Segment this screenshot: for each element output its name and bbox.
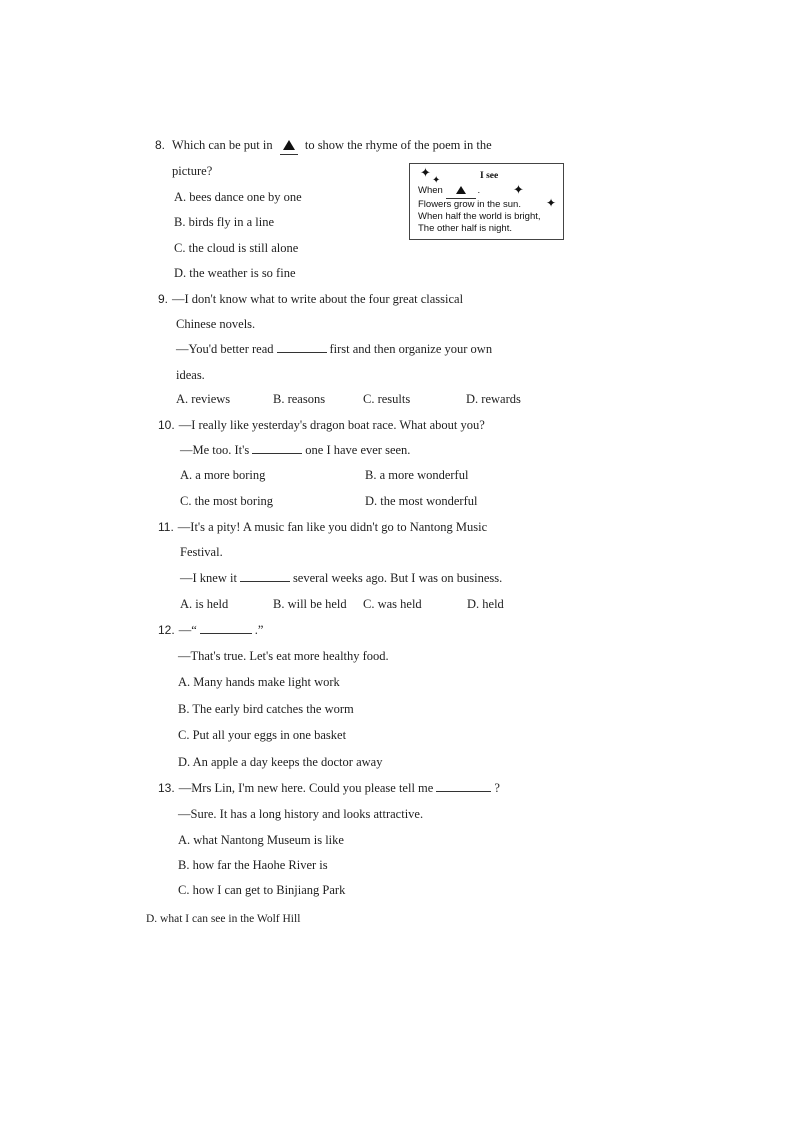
q12-option-d: D. An apple a day keeps the doctor away	[178, 755, 383, 769]
q10-line1: 10. —I really like yesterday's dragon boat race. What about you?	[158, 418, 485, 432]
q13-option-b: B. how far the Haohe River is	[178, 858, 328, 872]
q11-number: 11.	[158, 520, 174, 534]
q8-number: 8.	[155, 138, 166, 152]
q8-text-b: to show the rhyme of the poem in the	[304, 138, 492, 152]
q9-option-a: A. reviews	[176, 392, 231, 406]
poem-line4: The other half is night.	[418, 223, 512, 234]
q9-option-b: B. reasons	[273, 392, 326, 406]
poem-line3: When half the world is bright,	[418, 211, 541, 222]
poem-title: I see	[480, 171, 499, 181]
q13-line2: —Sure. It has a long history and looks attractive.	[178, 807, 424, 821]
q10-option-a: A. a more boring	[180, 468, 266, 482]
q10-option-c: C. the most boring	[180, 494, 274, 508]
q11-option-d: D. held	[467, 597, 504, 611]
q12-number: 12.	[158, 623, 175, 637]
poem-blank	[446, 185, 476, 199]
sparkle-star-icon: ✦	[420, 165, 431, 180]
q12-option-c: C. Put all your eggs in one basket	[178, 728, 347, 742]
q13-number: 13.	[158, 781, 175, 795]
q8-option-c: C. the cloud is still alone	[174, 241, 299, 255]
q12-option-b: B. The early bird catches the worm	[178, 702, 354, 716]
q9-line2: Chinese novels.	[176, 317, 256, 331]
poem-picture	[409, 163, 564, 240]
q9-blank	[277, 341, 327, 353]
q11-option-c: C. was held	[363, 597, 422, 611]
triangle-blank-icon	[283, 140, 295, 150]
q11-line1: 11. —It's a pity! A music fan like you didn't go to Nantong Music	[158, 520, 488, 534]
triangle-blank-icon	[456, 186, 466, 194]
q10-line2: —Me too. It's one I have ever seen.	[180, 443, 411, 457]
q11-line2: Festival.	[180, 545, 223, 559]
sparkle-star-icon: ✦	[546, 196, 557, 210]
q9-option-d: D. rewards	[466, 392, 521, 406]
q11-blank	[240, 570, 290, 582]
q10-option-d: D. the most wonderful	[365, 494, 478, 508]
q9-line3: —You'd better read first and then organize your own	[176, 342, 493, 356]
q8-blank	[280, 137, 298, 155]
q8-option-b: B. birds fly in a line	[174, 215, 274, 229]
q9-number: 9.	[158, 292, 169, 306]
q8-option-a: A. bees dance one by one	[174, 190, 302, 204]
q13-blank	[436, 780, 491, 792]
poem-line1: When .	[418, 185, 480, 199]
q13-option-c: C. how I can get to Binjiang Park	[178, 883, 346, 897]
q8-stem-line1	[155, 137, 492, 155]
q9-line1: 9. —I don't know what to write about the four great classical	[158, 292, 464, 306]
q9-option-c: C. results	[363, 392, 411, 406]
q11-option-b: B. will be held	[273, 597, 347, 611]
q12-option-a: A. Many hands make light work	[178, 675, 340, 689]
q8-stem-line2: picture?	[172, 164, 213, 178]
q10-option-b: B. a more wonderful	[365, 468, 469, 482]
q11-line3: —I knew it several weeks ago. But I was on business.	[180, 571, 503, 585]
q11-option-a: A. is held	[180, 597, 229, 611]
q8-text-a: Which can be put in	[171, 138, 273, 152]
q9-line4: ideas.	[176, 368, 205, 382]
q13-line1: 13. —Mrs Lin, I'm new here. Could you please tell me ?	[158, 781, 500, 795]
sparkle-star-icon: ✦	[432, 175, 441, 186]
q10-blank	[252, 442, 302, 454]
q12-blank	[200, 622, 252, 634]
q12-line2: —That's true. Let's eat more healthy food.	[178, 649, 389, 663]
q13-option-d: D. what I can see in the Wolf Hill	[146, 913, 301, 925]
q10-number: 10.	[158, 418, 175, 432]
q12-line1: 12. —“ .”	[158, 623, 264, 637]
poem-line2: Flowers grow in the sun.	[418, 199, 521, 210]
q13-option-a: A. what Nantong Museum is like	[178, 833, 344, 847]
q8-option-d: D. the weather is so fine	[174, 266, 296, 280]
sparkle-star-icon: ✦	[513, 182, 524, 197]
